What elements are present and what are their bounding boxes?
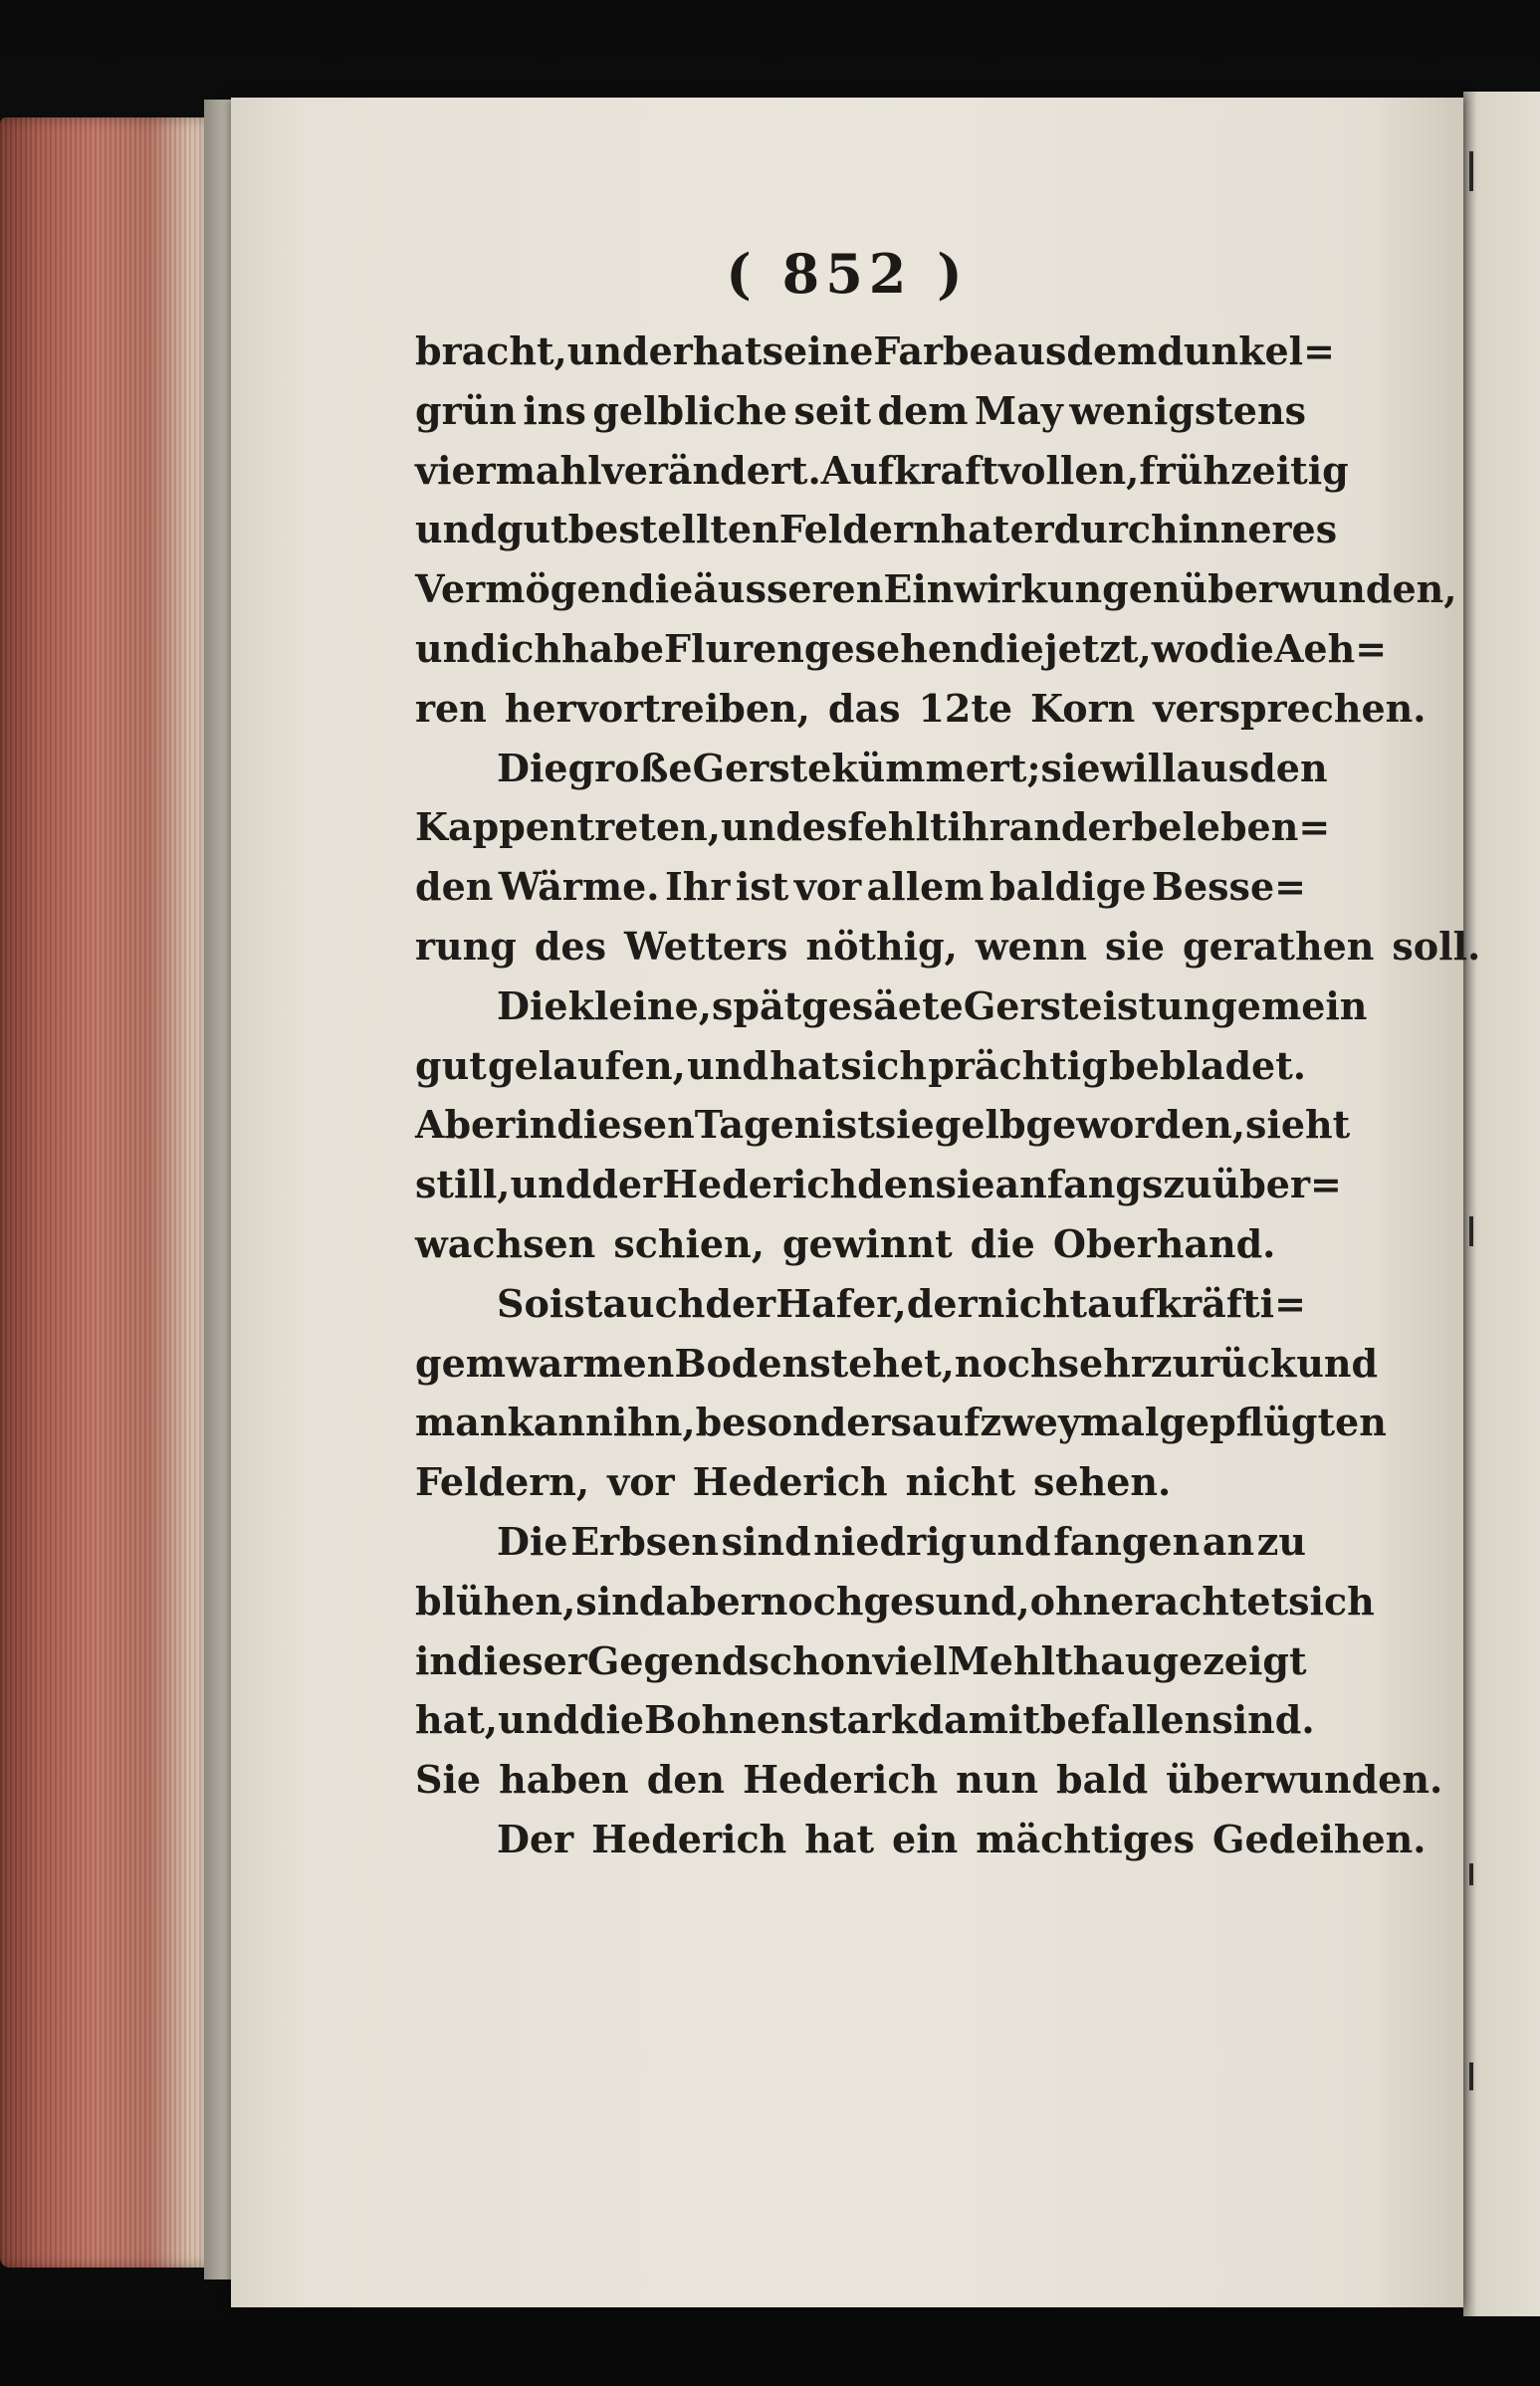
text-word: sehen.: [1033, 1459, 1172, 1505]
text-word: warmen: [505, 1340, 675, 1386]
text-word: May: [975, 387, 1063, 433]
text-word: vor: [793, 864, 862, 910]
text-word: soll.: [1392, 923, 1481, 969]
text-word: blühen,: [415, 1578, 576, 1624]
text-word: Die: [497, 745, 568, 790]
text-word: treten,: [576, 804, 721, 850]
text-word: Fluren: [664, 625, 804, 671]
text-word: der: [591, 1162, 663, 1207]
text-word: mächtiges: [976, 1816, 1196, 1861]
text-line: [415, 1393, 1387, 1452]
text-word: man: [415, 1400, 508, 1445]
text-word: dem: [877, 387, 969, 433]
text-word: Erbsen: [570, 1518, 719, 1564]
text-word: kann: [507, 1400, 613, 1445]
text-word: haben: [499, 1757, 629, 1803]
text-word: sind: [575, 1578, 666, 1624]
text-word: stehet,: [809, 1340, 955, 1386]
text-word: in: [515, 1102, 557, 1148]
text-word: den: [857, 1162, 936, 1207]
text-word: sie: [874, 1102, 935, 1148]
text-word: dem: [1066, 328, 1158, 373]
text-word: Bohnen: [644, 1697, 808, 1743]
text-word: seine: [762, 328, 874, 373]
text-word: ist: [821, 1102, 875, 1148]
text-word: und: [720, 804, 802, 850]
text-word: versprechen.: [1153, 685, 1427, 731]
text-word: die: [1209, 625, 1274, 671]
text-word: ihn,: [612, 1400, 696, 1445]
text-word: aus: [1176, 745, 1250, 790]
text-line: [415, 1095, 1351, 1155]
text-word: ist: [735, 864, 789, 910]
text-word: wenn: [975, 923, 1087, 969]
text-word: überwunden,: [1180, 566, 1457, 612]
text-word: überwunden.: [1166, 1757, 1443, 1803]
text-word: er: [648, 328, 693, 373]
text-word: vor: [607, 1459, 675, 1505]
text-word: bald: [1056, 1757, 1149, 1803]
text-line: [415, 679, 1427, 739]
book-fore-edge: [0, 117, 214, 2268]
text-word: Hederich: [692, 1459, 888, 1505]
text-line: [415, 559, 1457, 619]
text-word: Aber: [415, 1102, 516, 1148]
text-word: habe: [561, 625, 665, 671]
text-line: [415, 1750, 1443, 1810]
text-word: jetzt,: [1043, 625, 1152, 671]
text-word: Hafer,: [775, 1280, 907, 1326]
text-word: sind.: [1211, 1697, 1315, 1743]
text-word: über=: [1211, 1162, 1342, 1207]
margin-mark: [1469, 1863, 1473, 1885]
text-word: zweymal: [980, 1400, 1160, 1445]
text-word: Die: [497, 1518, 568, 1564]
text-word: Farbe: [873, 328, 993, 373]
text-word: Feldern,: [415, 1459, 590, 1505]
text-word: er: [1009, 507, 1054, 552]
text-line: [415, 1452, 1306, 1512]
text-word: Ihr: [664, 864, 731, 910]
text-line: [415, 1572, 1375, 1631]
text-word: Wetters: [624, 923, 788, 969]
text-word: sind: [721, 1518, 811, 1564]
text-line: [415, 917, 1481, 976]
text-word: Kappen: [415, 804, 577, 850]
text-word: sehr: [1057, 1340, 1151, 1386]
text-line: [415, 1274, 1306, 1334]
text-word: gelb: [934, 1102, 1026, 1148]
text-word: anfangs: [994, 1162, 1164, 1207]
text-word: ren: [415, 685, 487, 731]
text-word: äusseren: [693, 566, 884, 612]
text-word: gut: [496, 507, 568, 552]
text-word: zu: [1256, 1518, 1306, 1564]
text-word: viel: [872, 1637, 948, 1683]
text-word: nicht: [905, 1459, 1016, 1505]
page-body-text: [415, 322, 1481, 1869]
text-word: geworden,: [1025, 1102, 1245, 1148]
text-word: still,: [415, 1162, 511, 1207]
text-word: die: [578, 1697, 645, 1743]
text-word: die: [979, 625, 1044, 671]
text-word: schon: [748, 1637, 873, 1683]
text-word: dunkel=: [1157, 328, 1335, 373]
text-word: gerathen: [1183, 923, 1375, 969]
text-word: hervortreiben,: [504, 685, 810, 731]
text-word: niedrig: [813, 1518, 968, 1564]
text-word: nicht: [977, 1280, 1088, 1326]
text-line: [415, 976, 1368, 1036]
text-line: [415, 739, 1328, 798]
text-word: aber: [665, 1578, 761, 1624]
text-word: des: [534, 923, 606, 969]
text-word: beleben=: [1131, 804, 1331, 850]
text-word: hat,: [415, 1697, 499, 1743]
text-word: Mehlthau: [947, 1637, 1153, 1683]
text-word: befallen: [1039, 1697, 1212, 1743]
text-line: [415, 1155, 1342, 1214]
text-word: wenigstens: [1069, 387, 1306, 433]
text-word: Korn: [1030, 685, 1136, 731]
text-word: kleine,: [567, 982, 712, 1028]
text-word: Der: [497, 1816, 574, 1861]
text-word: allem: [866, 864, 985, 910]
text-word: Vermögen: [415, 566, 629, 612]
text-word: ihr: [947, 804, 1009, 850]
text-word: schien,: [613, 1220, 765, 1266]
text-word: ungemein: [1155, 982, 1368, 1028]
text-word: den: [1249, 745, 1328, 790]
text-word: hat: [770, 1042, 840, 1088]
text-word: hat: [940, 507, 1010, 552]
text-word: in: [415, 1637, 458, 1683]
text-word: und: [969, 1518, 1051, 1564]
text-word: sie: [1105, 923, 1166, 969]
text-word: bebladet.: [1109, 1042, 1306, 1088]
text-word: sie: [935, 1162, 995, 1207]
text-word: nun: [956, 1757, 1039, 1803]
text-line: [415, 1214, 1306, 1274]
text-word: durch: [1053, 507, 1179, 552]
text-word: große: [567, 745, 693, 790]
text-word: So: [497, 1280, 550, 1326]
text-word: ohnerachtet: [1029, 1578, 1289, 1624]
text-word: an: [1202, 1518, 1255, 1564]
text-line: [415, 500, 1338, 559]
page-number: ( 852 ): [726, 242, 969, 306]
text-word: 12te: [918, 685, 1013, 731]
text-word: ist: [549, 1280, 603, 1326]
text-word: ich: [496, 625, 562, 671]
text-word: und: [566, 328, 649, 373]
text-word: an: [1008, 804, 1061, 850]
text-word: nöthig,: [805, 923, 958, 969]
text-word: ins: [523, 387, 586, 433]
text-word: und: [687, 1042, 769, 1088]
text-word: dieser: [457, 1637, 587, 1683]
text-word: Wärme.: [498, 864, 660, 910]
text-word: gut: [415, 1042, 487, 1088]
text-word: und: [510, 1162, 592, 1207]
text-word: der: [906, 1280, 978, 1326]
text-word: Besse=: [1151, 864, 1306, 910]
text-line: [415, 322, 1335, 381]
text-word: kräfti=: [1155, 1280, 1306, 1326]
text-line: [415, 797, 1331, 857]
text-word: besonders: [695, 1400, 912, 1445]
text-word: Gerste: [963, 982, 1103, 1028]
text-word: gewinnt: [781, 1220, 953, 1266]
text-word: zu: [1163, 1162, 1212, 1207]
text-word: fangen: [1053, 1518, 1201, 1564]
margin-mark: [1469, 151, 1473, 191]
text-word: sie: [1040, 745, 1101, 790]
text-word: ist: [1102, 982, 1156, 1028]
text-line: [415, 1690, 1315, 1750]
text-word: sich: [840, 1042, 927, 1088]
text-word: den: [415, 864, 494, 910]
text-word: Die: [497, 982, 568, 1028]
text-word: hat: [804, 1816, 875, 1861]
text-word: gem: [415, 1340, 506, 1386]
text-word: Sie: [415, 1757, 482, 1803]
text-word: sieht: [1244, 1102, 1351, 1148]
text-word: und: [498, 1697, 579, 1743]
text-line: [415, 1334, 1379, 1394]
text-line: [415, 381, 1306, 441]
text-word: gesäete: [801, 982, 964, 1028]
text-word: seit: [793, 387, 872, 433]
text-word: grün: [415, 387, 517, 433]
text-word: die: [970, 1220, 1035, 1266]
text-word: gesund,: [863, 1578, 1030, 1624]
text-word: Gegend: [586, 1637, 749, 1683]
text-word: stark: [807, 1697, 918, 1743]
text-word: den: [646, 1757, 726, 1803]
text-word: gelbliche: [592, 387, 787, 433]
text-word: Gerste: [692, 745, 832, 790]
text-word: gelaufen,: [488, 1042, 686, 1088]
text-word: es: [801, 804, 848, 850]
text-word: wachsen: [415, 1220, 596, 1266]
text-word: sich: [1288, 1578, 1375, 1624]
text-word: gezeigt: [1152, 1637, 1307, 1683]
text-line: [415, 619, 1388, 679]
text-word: Aeh=: [1273, 625, 1388, 671]
margin-mark: [1469, 1216, 1473, 1246]
text-word: rung: [415, 923, 517, 969]
text-word: Oberhand.: [1052, 1220, 1276, 1266]
text-word: ein: [892, 1816, 959, 1861]
text-word: baldige: [990, 864, 1147, 910]
text-word: diesen: [556, 1102, 695, 1148]
text-word: gepflügten: [1159, 1400, 1387, 1445]
text-word: hat: [692, 328, 763, 373]
text-word: Tagen: [694, 1102, 822, 1148]
text-line: [415, 441, 1349, 501]
text-word: inneres: [1178, 507, 1338, 552]
margin-mark: [1469, 2062, 1473, 2090]
text-word: und: [415, 507, 497, 552]
text-word: will: [1100, 745, 1177, 790]
text-word: und: [1296, 1340, 1379, 1386]
text-word: wo: [1151, 625, 1210, 671]
text-word: spät: [712, 982, 802, 1028]
text-word: verändert.: [601, 447, 821, 493]
text-word: auf: [1087, 1280, 1156, 1326]
text-word: auch: [602, 1280, 706, 1326]
text-word: zurück: [1150, 1340, 1297, 1386]
text-word: gesehen: [803, 625, 980, 671]
text-word: Gedeihen.: [1212, 1816, 1427, 1861]
text-word: bracht,: [415, 328, 567, 373]
text-word: der: [1060, 804, 1132, 850]
text-word: Boden: [674, 1340, 810, 1386]
text-word: noch: [954, 1340, 1058, 1386]
text-line: [415, 1631, 1306, 1691]
text-word: und: [415, 625, 497, 671]
text-line: [415, 857, 1306, 917]
text-word: frühzeitig: [1139, 447, 1349, 493]
text-word: Feldern: [778, 507, 941, 552]
text-line: [415, 1512, 1306, 1572]
text-word: Hederich: [743, 1757, 939, 1803]
text-word: fehlt: [847, 804, 948, 850]
text-word: Einwirkungen: [883, 566, 1181, 612]
book-page: [231, 98, 1481, 2307]
text-word: das: [827, 685, 901, 731]
text-word: Hederich: [591, 1816, 787, 1861]
text-word: viermahl: [415, 447, 602, 493]
text-line: [415, 1036, 1306, 1096]
text-word: die: [628, 566, 694, 612]
text-word: bestellten: [567, 507, 779, 552]
text-word: damit: [917, 1697, 1040, 1743]
text-line: [415, 1810, 1427, 1869]
text-word: prächtig: [928, 1042, 1108, 1088]
text-word: kümmert;: [831, 745, 1041, 790]
text-word: Auf: [820, 447, 895, 493]
text-word: aus: [992, 328, 1067, 373]
text-word: kraftvollen,: [894, 447, 1140, 493]
text-word: auf: [911, 1400, 981, 1445]
text-word: noch: [760, 1578, 864, 1624]
facing-page-edge: [1463, 92, 1540, 2316]
text-word: Hederich: [662, 1162, 858, 1207]
text-word: der: [705, 1280, 776, 1326]
